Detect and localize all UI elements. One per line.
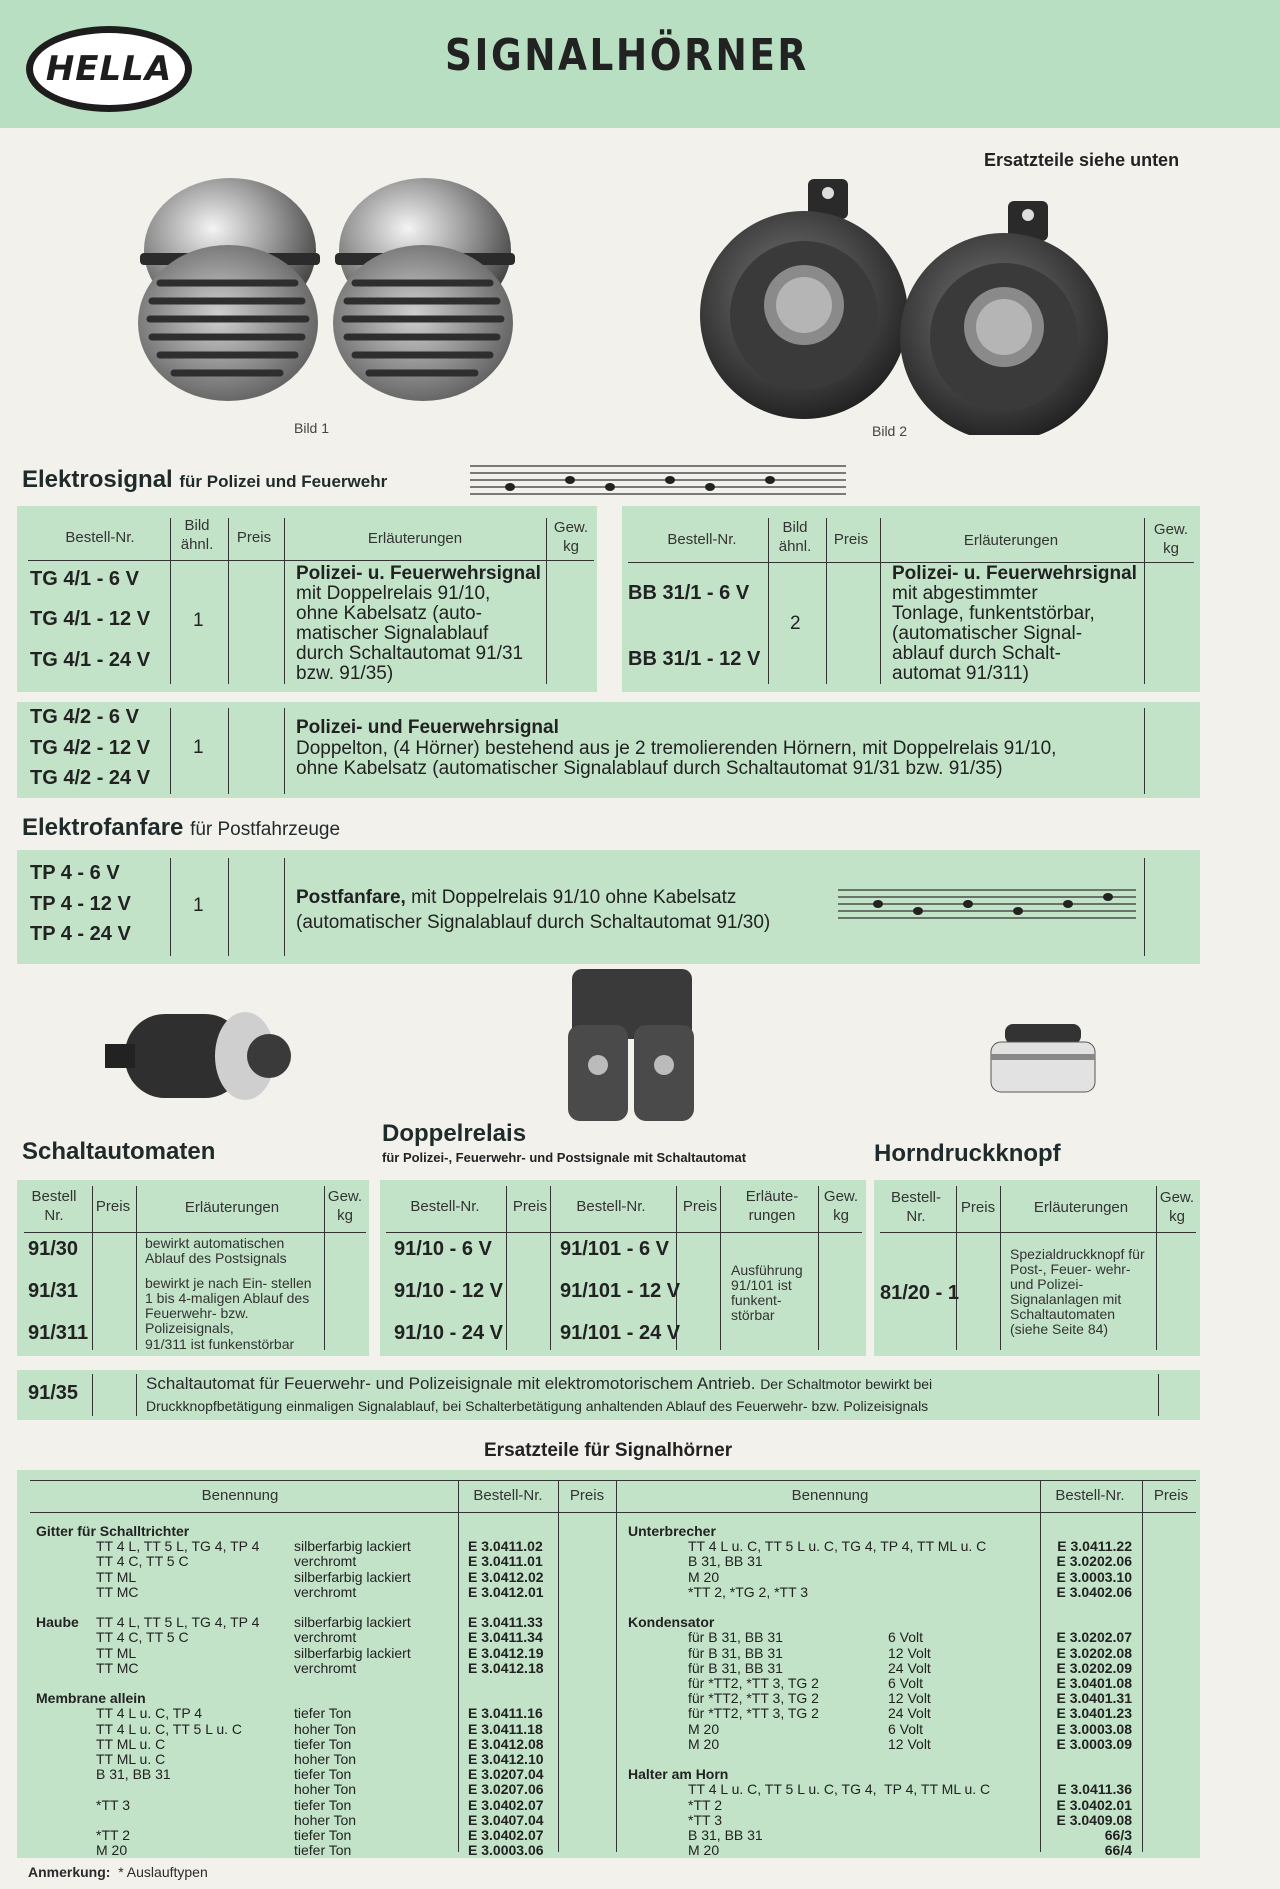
- part-type: TT 4 L u. C, TP 4: [96, 1705, 203, 1722]
- part-order-number: E 3.0412.18: [468, 1659, 544, 1676]
- col-preis: Preis: [1153, 1487, 1189, 1504]
- part-detail: silberfarbig lackiert: [294, 1538, 411, 1555]
- part-type: für B 31, BB 31: [688, 1659, 783, 1676]
- part-order-number: E 3.0003.06: [468, 1842, 544, 1859]
- part-group-label: Kondensator: [628, 1614, 715, 1631]
- part-order-number: E 3.0411.34: [468, 1629, 543, 1646]
- part-detail: tiefer Ton: [294, 1766, 352, 1783]
- desc-9135-line2: Druckknopfbetätigung einmaligen Signalablauf, bei Schalterbetätigung anhaltenden Ablauf des Feuerwehr- bzw. Polizeisignals: [146, 1398, 929, 1414]
- col-gew: Gew. kg: [1159, 1189, 1195, 1225]
- part-order-number: E 3.0409.08: [1056, 1811, 1132, 1828]
- part-type: M 20: [688, 1720, 720, 1737]
- desc-91311: 91/311 ist funkenstörbar: [145, 1336, 295, 1352]
- desc-9130: bewirkt automatischen Ablauf des Postsignals: [145, 1235, 287, 1266]
- part-detail: hoher Ton: [294, 1781, 357, 1798]
- part-type: TT 4 C, TT 5 C: [96, 1629, 189, 1646]
- doppelrelais-picture: [562, 965, 702, 1135]
- part-order-number: 66/3: [1104, 1827, 1132, 1843]
- part-detail: tiefer Ton: [294, 1842, 352, 1859]
- part-type: M 20: [688, 1735, 720, 1752]
- part-order-number: E 3.0412.01: [468, 1583, 544, 1600]
- part-order-number: E 3.0003.08: [1056, 1720, 1132, 1737]
- part-detail: 6 Volt: [888, 1720, 924, 1737]
- part-order-number: E 3.0412.10: [468, 1751, 544, 1767]
- col-gew: Gew. kg: [1153, 521, 1189, 557]
- col-bestell: Bestell-Nr.: [1055, 1487, 1125, 1504]
- part-order-number: E 3.0202.09: [1056, 1659, 1132, 1676]
- item-tg41-24v: TG 4/1 - 24 V: [30, 649, 151, 671]
- part-order-number: 66/4: [1104, 1842, 1132, 1859]
- col-erl: Erläuterungen: [963, 532, 1059, 549]
- part-group-label: Haube: [36, 1614, 79, 1631]
- part-type: TT 4 C, TT 5 C: [96, 1553, 189, 1570]
- part-type: TT MC: [96, 1659, 139, 1676]
- desc-line: durch Schaltautomat 91/31: [296, 643, 524, 664]
- desc-head: Polizei- und Feuerwehrsignal: [296, 717, 559, 738]
- schaltautomaten-title: Schaltautomaten: [22, 1138, 216, 1165]
- part-detail: hoher Ton: [294, 1751, 357, 1767]
- item-9110-24v: 91/10 - 24 V: [394, 1322, 503, 1344]
- part-order-number: E 3.0202.06: [1056, 1553, 1132, 1570]
- part-type: für *TT2, *TT 3, TG 2: [688, 1705, 819, 1722]
- part-detail: tiefer Ton: [294, 1827, 352, 1843]
- desc-head: Polizei- u. Feuerwehrsignal: [296, 563, 541, 584]
- part-type: für *TT2, *TT 3, TG 2: [688, 1675, 819, 1691]
- horn-picture-1: [130, 175, 540, 425]
- desc-line: mit abgestimmter: [892, 583, 1038, 604]
- music-notation-icon: [470, 454, 846, 500]
- col-bestell: Bestell-Nr.: [667, 531, 737, 548]
- bild2-caption: Bild 2: [872, 423, 908, 439]
- part-detail: silberfarbig lackiert: [294, 1614, 411, 1631]
- col-bestell: Bestell-Nr.: [65, 529, 135, 546]
- bild-value: 2: [790, 613, 801, 634]
- part-detail: verchromt: [294, 1553, 357, 1570]
- part-type: *TT 3: [96, 1796, 130, 1813]
- part-order-number: E 3.0402.06: [1056, 1583, 1132, 1600]
- part-order-number: E 3.0207.04: [468, 1766, 544, 1783]
- desc-line: mit Doppelrelais 91/10,: [296, 583, 491, 604]
- part-order-number: E 3.0412.19: [468, 1644, 544, 1661]
- item-tp4-24v: TP 4 - 24 V: [30, 923, 131, 945]
- part-detail: 12 Volt: [888, 1735, 931, 1752]
- col-bestell: Bestell Nr.: [31, 1188, 77, 1224]
- col-bild: Bild ähnl.: [180, 517, 214, 553]
- desc-line: ohne Kabelsatz (automatischer Signalablauf durch Schaltautomat 91/31 bzw. 91/35): [296, 758, 1003, 779]
- part-order-number: E 3.0411.36: [1057, 1781, 1132, 1798]
- bild1-caption: Bild 1: [294, 420, 330, 436]
- part-order-number: E 3.0411.33: [468, 1614, 543, 1631]
- part-detail: verchromt: [294, 1583, 357, 1600]
- part-order-number: E 3.0401.23: [1056, 1705, 1132, 1722]
- item-91101-6v: 91/101 - 6 V: [560, 1238, 669, 1260]
- part-detail: tiefer Ton: [294, 1796, 352, 1813]
- elektrosignal-title: Elektrosignal für Polizei und Feuerwehr: [22, 466, 388, 493]
- desc-line: ohne Kabelsatz (auto-: [296, 603, 482, 624]
- part-type: für *TT2, *TT 3, TG 2: [688, 1690, 819, 1707]
- spare-parts-note: Ersatzteile siehe unten: [984, 150, 1180, 170]
- part-order-number: E 3.0412.08: [468, 1735, 544, 1752]
- col-preis: Preis: [236, 529, 272, 546]
- elektrofanfare-title: Elektrofanfare für Postfahrzeuge: [22, 814, 341, 841]
- part-order-number: E 3.0407.04: [468, 1811, 544, 1828]
- part-type: B 31, BB 31: [688, 1827, 763, 1843]
- part-order-number: E 3.0411.16: [468, 1705, 543, 1722]
- page-title: SIGNALHÖRNER: [445, 30, 809, 81]
- part-detail: 6 Volt: [888, 1675, 924, 1691]
- col-gew: Gew. kg: [823, 1188, 859, 1224]
- item-tg41-12v: TG 4/1 - 12 V: [30, 608, 151, 630]
- part-type: TT 4 L, TT 5 L, TG 4, TP 4: [96, 1538, 260, 1555]
- part-order-number: E 3.0402.01: [1056, 1796, 1132, 1813]
- part-type: TT 4 L u. C, TT 5 L u. C, TG 4, TP 4, TT ML u. C: [688, 1538, 987, 1555]
- col-benennung: Benennung: [791, 1487, 869, 1504]
- desc-head: Polizei- u. Feuerwehrsignal: [892, 563, 1137, 584]
- part-type: TT ML u. C: [96, 1751, 166, 1767]
- col-preis: Preis: [95, 1198, 131, 1215]
- item-bb311-12v: BB 31/1 - 12 V: [628, 648, 761, 670]
- col-preis: Preis: [682, 1198, 718, 1215]
- part-type: TT ML: [96, 1644, 137, 1661]
- desc-line: (automatischer Signalablauf durch Schaltautomat 91/30): [296, 912, 771, 933]
- desc-line: (automatischer Signal-: [892, 623, 1083, 644]
- part-detail: tiefer Ton: [294, 1735, 352, 1752]
- part-detail: hoher Ton: [294, 1811, 357, 1828]
- item-8120-1: 81/20 - 1: [880, 1282, 959, 1304]
- part-order-number: E 3.0401.31: [1056, 1690, 1132, 1707]
- part-order-number: E 3.0411.18: [468, 1720, 543, 1737]
- item-tg42-24v: TG 4/2 - 24 V: [30, 767, 151, 789]
- col-bestell: Bestell-Nr.: [410, 1198, 480, 1215]
- desc-9135: Schaltautomat für Feuerwehr- und Polizeisignale mit elektromotorischem Antrieb. Der Schaltmotor bewirkt bei: [146, 1374, 933, 1393]
- item-bb311-6v: BB 31/1 - 6 V: [628, 582, 750, 604]
- desc-line: automat 91/311): [892, 663, 1029, 684]
- desc-line: Tonlage, funkentstörbar,: [892, 603, 1095, 624]
- part-order-number: E 3.0411.22: [1057, 1538, 1132, 1555]
- item-tp4-12v: TP 4 - 12 V: [30, 893, 131, 915]
- item-tg42-12v: TG 4/2 - 12 V: [30, 737, 151, 759]
- part-order-number: E 3.0411.02: [468, 1538, 543, 1555]
- part-detail: 6 Volt: [888, 1629, 924, 1646]
- desc-line: Doppelton, (4 Hörner) bestehend aus je 2 tremolierenden Hörnern, mit Doppelrelais 91/10,: [296, 738, 1057, 759]
- part-group-label: Unterbrecher: [628, 1523, 716, 1539]
- col-erl: Erläuterungen: [1033, 1199, 1129, 1216]
- part-group-label: Membrane allein: [36, 1690, 146, 1707]
- doppelrelais-title: Doppelrelais: [382, 1120, 527, 1147]
- part-detail: 24 Volt: [888, 1659, 931, 1676]
- col-preis: Preis: [569, 1487, 605, 1504]
- part-order-number: E 3.0401.08: [1056, 1675, 1132, 1691]
- col-preis: Preis: [960, 1199, 996, 1216]
- hella-logo: HELLA: [26, 26, 192, 112]
- part-order-number: E 3.0202.07: [1056, 1629, 1132, 1646]
- part-type: TT 4 L u. C, TT 5 L u. C: [96, 1720, 243, 1737]
- col-erl: Erläuterungen: [184, 1199, 280, 1216]
- part-detail: tiefer Ton: [294, 1705, 352, 1722]
- schaltautomat-picture: [105, 1000, 295, 1110]
- col-bestell: Bestell- Nr.: [890, 1189, 942, 1225]
- horndruckknopf-title: Horndruckknopf: [874, 1140, 1061, 1167]
- part-type: *TT 3: [688, 1811, 722, 1828]
- footer-note: Anmerkung: * Auslauftypen: [28, 1864, 208, 1880]
- col-preis: Preis: [833, 531, 869, 548]
- col-gew: Gew. kg: [553, 519, 589, 555]
- part-type: *TT 2, *TG 2, *TT 3: [688, 1583, 809, 1600]
- item-9135: 91/35: [28, 1382, 79, 1404]
- item-9131: 91/31: [28, 1280, 79, 1302]
- item-91311: 91/311: [28, 1322, 89, 1344]
- ersatzteile-table: [17, 1470, 1200, 1858]
- part-type: M 20: [688, 1842, 720, 1859]
- item-tp4-6v: TP 4 - 6 V: [30, 862, 120, 884]
- ersatzteile-title: Ersatzteile für Signalhörner: [484, 1440, 733, 1461]
- col-gew: Gew. kg: [327, 1188, 363, 1224]
- relais-note: Ausführung 91/101 ist funkent- störbar: [731, 1262, 803, 1323]
- bild-value: 1: [193, 610, 204, 631]
- part-order-number: E 3.0412.02: [468, 1568, 544, 1585]
- part-detail: 12 Volt: [888, 1690, 931, 1707]
- part-type: TT ML u. C: [96, 1735, 166, 1752]
- col-bestell: Bestell-Nr.: [576, 1198, 646, 1215]
- bild-value: 1: [193, 737, 204, 758]
- item-91101-24v: 91/101 - 24 V: [560, 1322, 681, 1344]
- col-preis: Preis: [512, 1198, 548, 1215]
- desc-9131: bewirkt je nach Ein- stellen 1 bis 4-maligen Ablauf des Feuerwehr- bzw. Polizeisignals,: [145, 1275, 312, 1336]
- col-erl: Erläute- rungen: [745, 1188, 799, 1224]
- part-type: *TT 2: [96, 1827, 130, 1843]
- desc-line: matischer Signalablauf: [296, 623, 489, 644]
- knopf-desc: Spezialdruckknopf für Post-, Feuer- wehr- und Polizei- Signalanlagen mit Schaltautomaten (siehe Seite 84): [1010, 1246, 1145, 1337]
- part-order-number: E 3.0402.07: [468, 1796, 544, 1813]
- desc-line: ablauf durch Schalt-: [892, 643, 1061, 664]
- part-type: TT 4 L, TT 5 L, TG 4, TP 4: [96, 1614, 260, 1631]
- col-benennung: Benennung: [201, 1487, 279, 1504]
- part-detail: 12 Volt: [888, 1644, 931, 1661]
- part-type: B 31, BB 31: [96, 1766, 171, 1783]
- part-order-number: E 3.0402.07: [468, 1827, 544, 1843]
- item-91101-12v: 91/101 - 12 V: [560, 1280, 681, 1302]
- bild-value: 1: [193, 895, 204, 916]
- col-bild: Bild ähnl.: [778, 519, 812, 555]
- col-bestell: Bestell-Nr.: [473, 1487, 543, 1504]
- col-erl: Erläuterungen: [367, 530, 463, 547]
- part-type: TT MC: [96, 1583, 139, 1600]
- part-detail: verchromt: [294, 1659, 357, 1676]
- part-detail: hoher Ton: [294, 1720, 357, 1737]
- part-type: TT 4 L u. C, TT 5 L u. C, TG 4, TP 4, TT ML u. C: [688, 1781, 991, 1798]
- part-detail: 24 Volt: [888, 1705, 931, 1722]
- item-tg41-6v: TG 4/1 - 6 V: [30, 568, 139, 590]
- item-9130: 91/30: [28, 1238, 79, 1260]
- part-type: TT ML: [96, 1568, 137, 1585]
- part-type: B 31, BB 31: [688, 1553, 763, 1570]
- part-order-number: E 3.0411.01: [468, 1553, 543, 1570]
- part-detail: silberfarbig lackiert: [294, 1568, 411, 1585]
- item-tg42-6v: TG 4/2 - 6 V: [30, 706, 139, 728]
- part-type: für B 31, BB 31: [688, 1629, 783, 1646]
- part-detail: silberfarbig lackiert: [294, 1644, 411, 1661]
- part-group-label: Gitter für Schalltrichter: [36, 1523, 190, 1539]
- horn-picture-2: [700, 175, 1120, 435]
- part-type: *TT 2: [688, 1796, 722, 1813]
- part-detail: verchromt: [294, 1629, 357, 1646]
- part-order-number: E 3.0207.06: [468, 1781, 544, 1798]
- doppelrelais-subtitle: für Polizei-, Feuerwehr- und Postsignale mit Schaltautomat: [382, 1150, 747, 1165]
- item-9110-12v: 91/10 - 12 V: [394, 1280, 503, 1302]
- item-9110-6v: 91/10 - 6 V: [394, 1238, 492, 1260]
- part-type: M 20: [96, 1842, 128, 1859]
- part-order-number: E 3.0003.10: [1056, 1568, 1132, 1585]
- part-order-number: E 3.0003.09: [1056, 1735, 1132, 1752]
- part-group-label: Halter am Horn: [628, 1766, 729, 1783]
- part-type: für B 31, BB 31: [688, 1644, 783, 1661]
- druckknopf-picture: [985, 1018, 1100, 1108]
- music-notation-icon: [838, 880, 1136, 930]
- desc-line: bzw. 91/35): [296, 663, 394, 684]
- part-type: M 20: [688, 1568, 720, 1585]
- desc-head: Postfanfare, mit Doppelrelais 91/10 ohne Kabelsatz: [296, 887, 737, 908]
- part-order-number: E 3.0202.08: [1056, 1644, 1132, 1661]
